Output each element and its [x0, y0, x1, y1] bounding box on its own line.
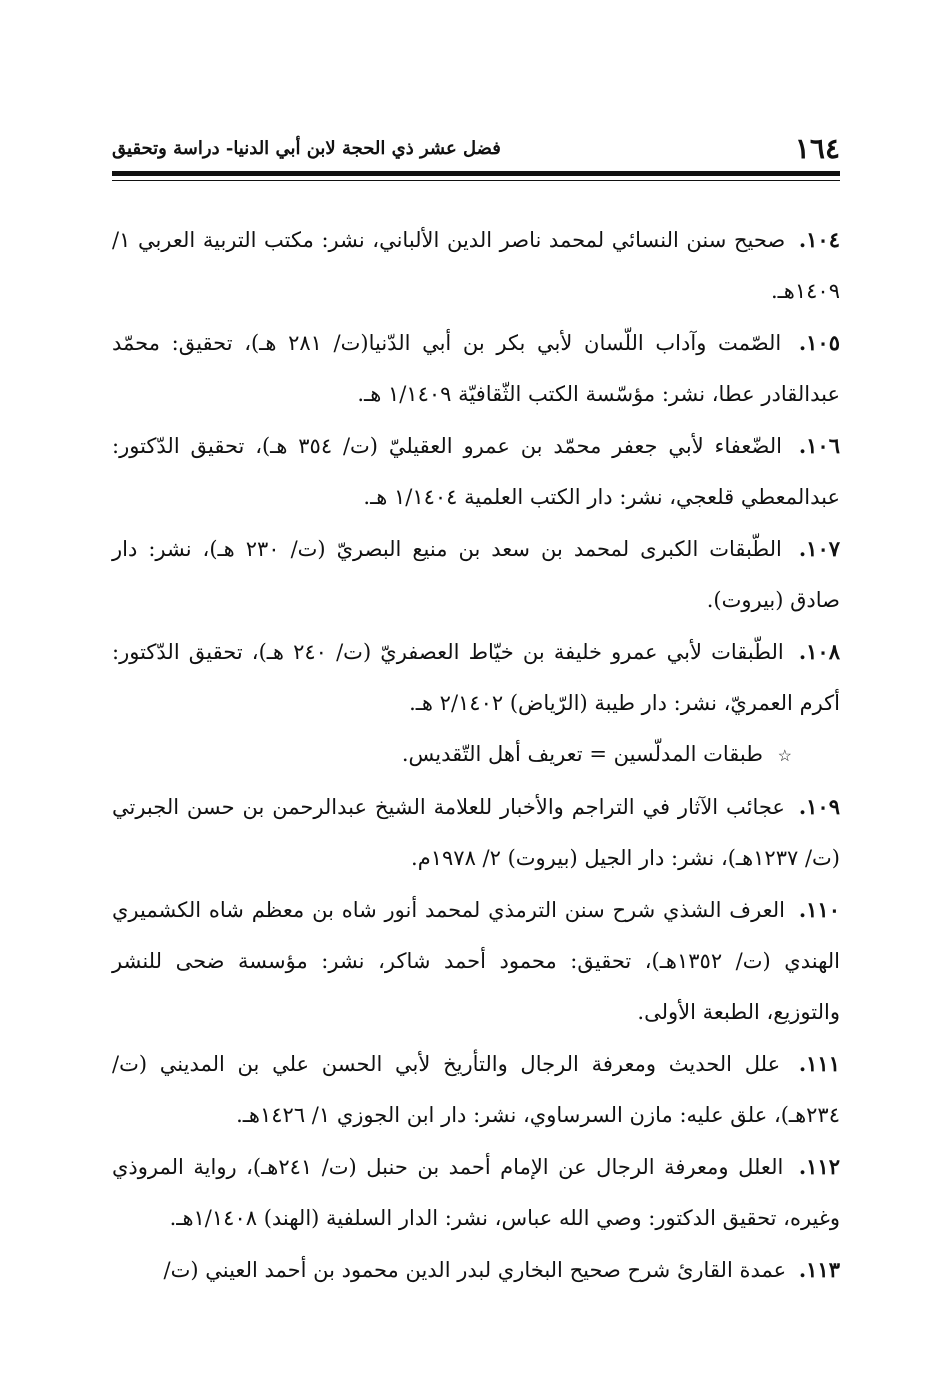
entry-text: الطّبقات الكبرى لمحمد بن سعد بن منيع البصريّ (ت/ ٢٣٠ هـ)، نشر: دار صادق (بيروت).: [112, 537, 840, 612]
entry-number: ١٠٦.: [798, 433, 840, 458]
note-text: طبقات المدلّسين = تعريف أهل التّقديس.: [401, 742, 763, 766]
running-title: فضل عشر ذي الحجة لابن أبي الدنيا- دراسة وتحقيق: [112, 137, 501, 159]
entry-number: ١١٠.: [798, 897, 840, 922]
header-rule-thin: [112, 180, 840, 181]
entry-number: ١١٢.: [798, 1154, 840, 1179]
bibliography-entry-105: [112, 317, 840, 420]
entry-text: الصّمت وآداب اللّسان لأبي بكر بن أبي الدّنيا(ت/ ٢٨١ هـ)، تحقيق: محمّد عبدالقادر عطا، نشر: مؤسّسة الكتب الثّقافيّة ١/١٤٠٩ هـ.: [112, 331, 840, 406]
entry-text: الطّبقات لأبي عمرو خليفة بن خيّاط العصفريّ (ت/ ٢٤٠ هـ)، تحقيق الدّكتور: أكرم العمريّ، نشر: دار طيبة (الرّياض) ٢/١٤٠٢ هـ.: [112, 640, 840, 715]
entry-text: العلل ومعرفة الرجال عن الإمام أحمد بن حنبل (ت/ ٢٤١هـ)، رواية المروذي وغيره، تحقيق الدكتور: وصي الله عباس، نشر: الدار السلفية (الهند) ١/١٤٠٨هـ.: [112, 1155, 840, 1230]
entry-text: الضّعفاء لأبي جعفر محمّد بن عمرو العقيليّ (ت/ ٣٥٤ هـ)، تحقيق الدّكتور: عبدالمعطي قلعجي، نشر: دار الكتب العلمية ١/١٤٠٤ هـ.: [112, 434, 840, 509]
entry-text: العرف الشذي شرح سنن الترمذي لمحمد أنور شاه بن معظم شاه الكشميري الهندي (ت/ ١٣٥٢هـ)، تحقيق: محمود أحمد شاكر، نشر: مؤسسة ضحى للنشر والتوزيع، الطبعة الأولى.: [112, 898, 840, 1024]
header-rule-thick: [112, 171, 840, 176]
entry-number: ١٠٥.: [798, 330, 840, 355]
bibliography-entry-113: [112, 1244, 840, 1296]
entry-number: ١٠٤.: [798, 227, 840, 252]
entry-number: ١١١.: [798, 1051, 840, 1076]
bibliography-entry-107: [112, 523, 840, 626]
entry-number: ١٠٨.: [798, 639, 840, 664]
bibliography-list: [112, 214, 840, 1296]
cross-reference-note: [112, 729, 840, 781]
bibliography-entry-111: [112, 1038, 840, 1141]
entry-text: علل الحديث ومعرفة الرجال والتأريخ لأبي الحسن علي بن المديني (ت/ ٢٣٤هـ)، علق عليه: مازن السرساوي، نشر: دار ابن الجوزي ١/ ١٤٢٦هـ.: [112, 1052, 840, 1127]
star-icon: ☆: [777, 746, 792, 765]
bibliography-entry-109: [112, 781, 840, 884]
bibliography-entry-106: [112, 420, 840, 523]
entry-text: عمدة القارئ شرح صحيح البخاري لبدر الدين محمود بن أحمد العيني (ت/: [163, 1258, 787, 1282]
entry-number: ١١٣.: [798, 1257, 840, 1282]
page-number: ١٦٤: [794, 131, 840, 165]
entry-number: ١٠٧.: [798, 536, 841, 561]
entry-text: صحيح سنن النسائي لمحمد ناصر الدين الألباني، نشر: مكتب التربية العربي ١/ ١٤٠٩هـ.: [112, 228, 840, 303]
bibliography-entry-104: [112, 214, 840, 317]
page-header: [112, 128, 840, 168]
bibliography-entry-110: [112, 884, 840, 1038]
bibliography-entry-108: [112, 626, 840, 729]
entry-text: عجائب الآثار في التراجم والأخبار للعلامة الشيخ عبدالرحمن بن حسن الجبرتي (ت/ ١٢٣٧هـ)، نشر: دار الجيل (بيروت) ٢/ ١٩٧٨م.: [112, 795, 840, 870]
bibliography-entry-112: [112, 1141, 840, 1244]
entry-number: ١٠٩.: [798, 794, 840, 819]
